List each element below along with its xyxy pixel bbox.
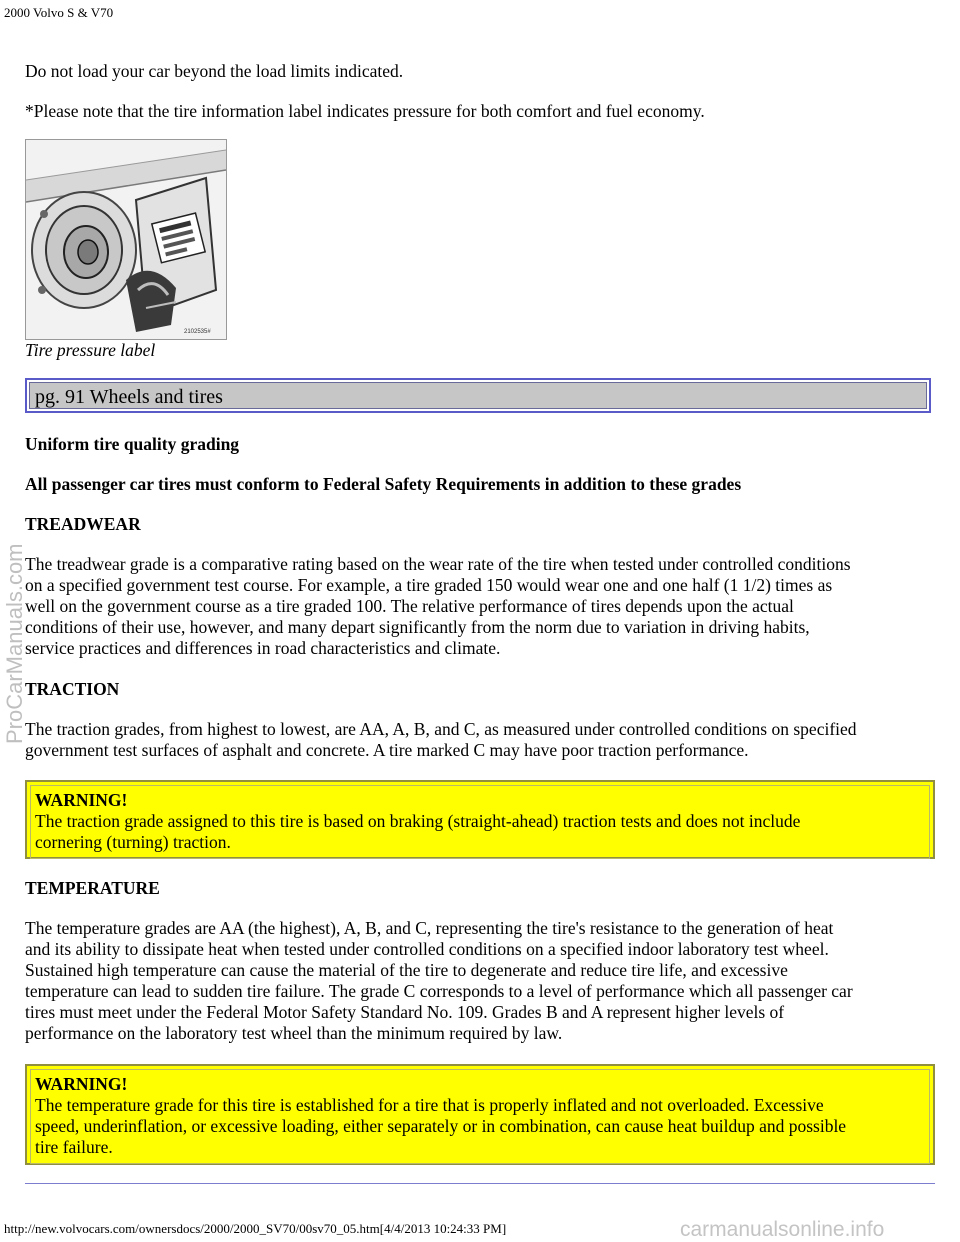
footer-url: http://new.volvocars.com/ownersdocs/2000/2000_SV70/00sv70_05.htm[4/4/2013 10:24:33 PM] (4, 1221, 507, 1236)
uniform-subheading: All passenger car tires must conform to Federal Safety Requirements in addition to these grades (25, 474, 742, 494)
fuel-door-illustration (26, 140, 226, 339)
paragraph-line: temperature can lead to sudden tire failure. The grade C corresponds to a level of performance which all passenger car (25, 981, 853, 1001)
svg-text:2102535#: 2102535# (184, 329, 211, 335)
traction-paragraph (25, 719, 935, 761)
traction-heading: TRACTION (25, 679, 120, 699)
tire-label-note: *Please note that the tire information label indicates pressure for both comfort and fuel economy. (25, 101, 705, 121)
tire-pressure-label-photo (25, 139, 227, 340)
figure-caption: Tire pressure label (25, 340, 156, 360)
footer-divider (25, 1183, 935, 1184)
section-heading-background (29, 382, 927, 409)
paragraph-line: service practices and differences in road characteristics and climate. (25, 638, 501, 658)
paragraph-line: performance on the laboratory test wheel than the minimum required by law. (25, 1023, 563, 1043)
warning-line: The temperature grade for this tire is established for a tire that is properly inflated and not overloaded. Excessive (35, 1095, 824, 1115)
load-limit-text: Do not load your car beyond the load limits indicated. (25, 61, 404, 81)
paragraph-line: The traction grades, from highest to lowest, are AA, A, B, and C, as measured under controlled conditions on specified (25, 719, 857, 739)
uniform-heading: Uniform tire quality grading (25, 434, 240, 454)
paragraph-line: conditions of their use, however, and many depart significantly from the norm due to variation in driving habits, (25, 617, 810, 637)
paragraph-line: government test surfaces of asphalt and concrete. A tire marked C may have poor traction performance. (25, 740, 749, 760)
warning-line: The traction grade assigned to this tire is based on braking (straight-ahead) traction tests and does not include (35, 811, 801, 831)
section-heading-box (25, 378, 931, 413)
traction-warning-box (25, 780, 935, 859)
warning-line: speed, underinflation, or excessive loading, either separately or in combination, can cause heat buildup and possible (35, 1116, 847, 1136)
paragraph-line: and its ability to dissipate heat when tested under controlled conditions on a specified indoor laboratory test wheel. (25, 939, 829, 959)
paragraph-line: The treadwear grade is a comparative rating based on the wear rate of the tire when tested under controlled conditions (25, 554, 851, 574)
paragraph-line: on a specified government test course. For example, a tire graded 150 would wear one and one half (1 1/2) times as (25, 575, 833, 595)
paragraph-line: tires must meet under the Federal Motor Safety Standard No. 109. Grades B and A represent higher levels of (25, 1002, 785, 1022)
warning-line: tire failure. (35, 1137, 113, 1157)
paragraph-line: Sustained high temperature can cause the material of the tire to degenerate and reduce tire life, and excessive (25, 960, 788, 980)
temperature-heading: TEMPERATURE (25, 878, 160, 898)
section-title: pg. 91 Wheels and tires (35, 386, 223, 408)
warning-inner (30, 785, 930, 859)
temperature-paragraph (25, 918, 935, 1044)
warning-line: cornering (turning) traction. (35, 832, 231, 852)
temperature-warning-box (25, 1064, 935, 1165)
treadwear-paragraph (25, 554, 935, 659)
paragraph-line: well on the government course as a tire graded 100. The relative performance of tires depends upon the actual (25, 596, 794, 616)
warning-title: WARNING! (35, 1074, 128, 1094)
watermark-right: carmanualsonline.info (680, 1218, 885, 1241)
watermark-left: ProCarManuals.com (2, 543, 27, 744)
paragraph-line: The temperature grades are AA (the highest), A, B, and C, representing the tire's resistance to the generation of heat (25, 918, 834, 938)
warning-title: WARNING! (35, 790, 128, 810)
document-header: 2000 Volvo S & V70 (4, 5, 114, 20)
warning-inner (30, 1069, 930, 1164)
treadwear-heading: TREADWEAR (25, 514, 141, 534)
